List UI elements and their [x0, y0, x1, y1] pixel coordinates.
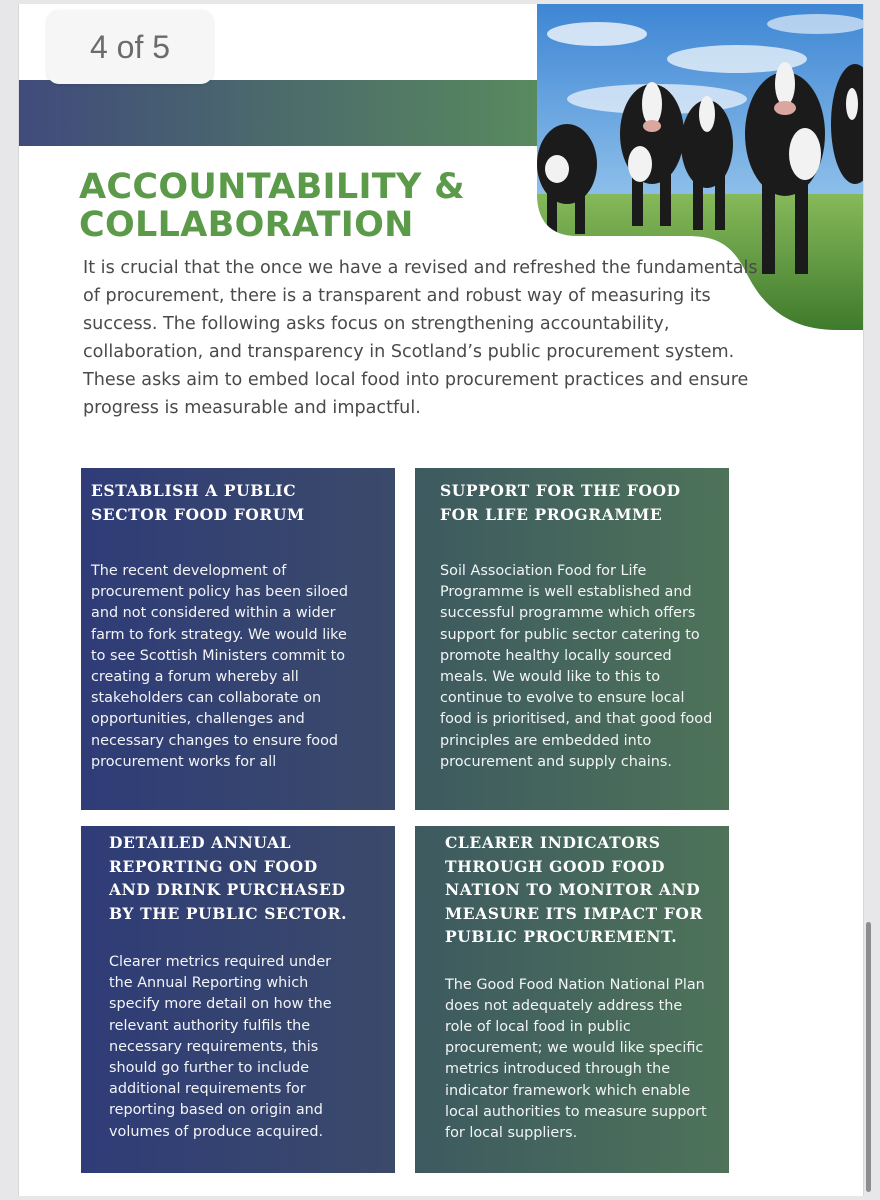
page-counter	[47, 10, 213, 84]
document-page	[18, 4, 864, 1196]
header-gradient-band	[19, 80, 579, 146]
heading-line-2: COLLABORATION	[79, 205, 414, 245]
card-title: ESTABLISH A PUBLIC SECTOR FOOD FORUM	[91, 481, 305, 524]
intro-paragraph: It is crucial that the once we have a revised and refreshed the fundamentals of procurement, there is a transparent and robust way of measuring its success. The following asks focus on strengthening accountability, collaboration, and transparency in Scotland’s public procurement system. These asks aim to embed local food into procurement practices and ensure progress is measurable and impactful.	[83, 258, 758, 418]
card-body: The recent development of procurement policy has been siloed and not considered within a wider farm to fork strategy. We would like to see Scottish Ministers commit to creating a forum whereby all stakeholders can collaborate on opportunities, challenges and necessary changes to ensure food procurement works for all	[91, 563, 349, 770]
page-heading	[79, 168, 499, 244]
vertical-scrollbar[interactable]	[866, 922, 871, 1192]
heading-line-1: ACCOUNTABILITY &	[79, 167, 465, 207]
card-detailed-annual-reporting	[81, 826, 395, 1173]
card-title: CLEARER INDICATORS THROUGH GOOD FOOD NATION TO MONITOR AND MEASURE ITS IMPACT FOR PUBLIC PROCUREMENT.	[445, 833, 703, 946]
card-clearer-indicators	[415, 826, 729, 1173]
card-food-for-life-programme	[415, 468, 729, 810]
card-body: The Good Food Nation National Plan does not adequately address the role of local food in public procurement; we would like specific metrics introduced through the indicator framework which enable local authorities to measure support for local suppliers.	[445, 976, 707, 1141]
page-counter-label: 4 of 5	[89, 28, 171, 65]
card-body: Clearer metrics required under the Annual Reporting which specify more detail on how the relevant authority fulfils the necessary requirements, this should go further to include additional requirements for reporting based on origin and volumes of produce acquired.	[109, 954, 332, 1140]
card-public-sector-food-forum	[81, 468, 395, 810]
card-body: Soil Association Food for Life Programme is well established and successful programme which offers support for public sector catering to promote healthy locally sourced meals. We would like to this to continue to evolve to ensure local food is prioritised, and that good food principles are embedded into procurement and supply chains.	[440, 563, 713, 770]
card-title: DETAILED ANNUAL REPORTING ON FOOD AND DRINK PURCHASED BY THE PUBLIC SECTOR.	[109, 833, 348, 923]
card-title: SUPPORT FOR THE FOOD FOR LIFE PROGRAMME	[440, 481, 681, 524]
